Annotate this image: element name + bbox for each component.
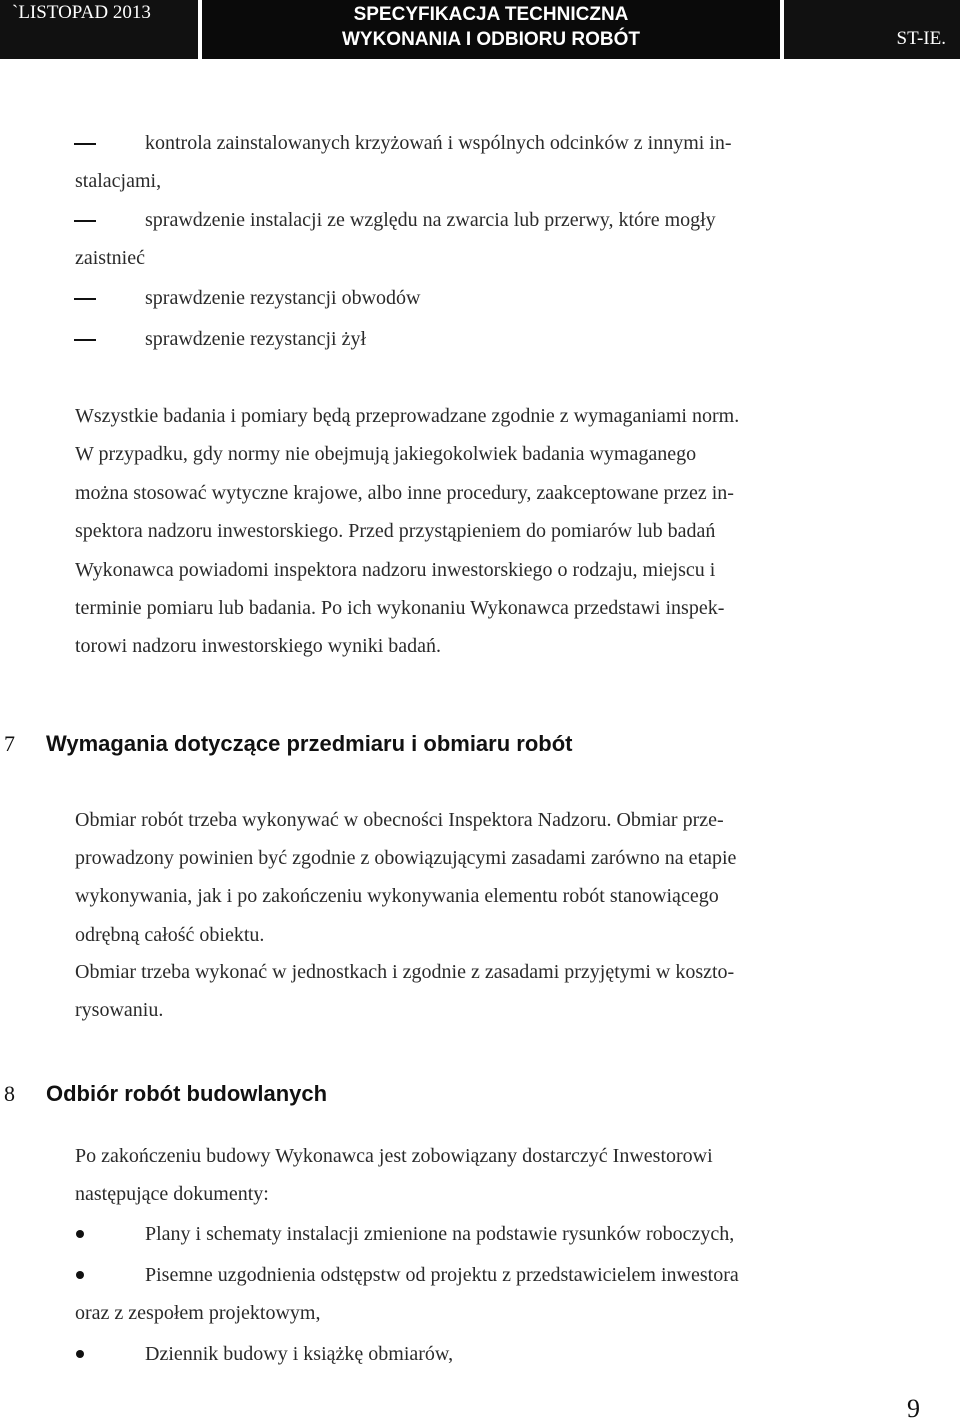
check-item-2-line1: sprawdzenie instalacji ze względu na zwarcia lub przerwy, które mogły xyxy=(145,209,716,231)
para1-line6: terminie pomiaru lub badania. Po ich wykonaniu Wykonawca przedstawi inspek- xyxy=(75,597,725,619)
header-date: `LISTOPAD 2013 xyxy=(12,2,151,23)
para3-line1: Po zakończeniu budowy Wykonawca jest zobowiązany dostarczyć Inwestorowi xyxy=(75,1145,713,1167)
document-item-2-line1: Pisemne uzgodnienia odstępstw od projektu z przedstawicielem inwestora xyxy=(145,1264,739,1286)
header-title-line1: SPECYFIKACJA TECHNICZNA xyxy=(353,4,629,25)
header-title-cell xyxy=(202,0,780,59)
para2-line4: odrębną całość obiektu. xyxy=(75,924,265,946)
para2-line3: wykonywania, jak i po zakończeniu wykonywania elementu robót stanowiącego xyxy=(75,885,719,907)
header-code: ST-IE. xyxy=(896,28,946,49)
section-8-title: Odbiór robót budowlanych xyxy=(46,1081,328,1106)
check-item-3: sprawdzenie rezystancji obwodów xyxy=(145,287,421,309)
para1-line7: torowi nadzoru inwestorskiego wyniki badań. xyxy=(75,635,442,657)
page-number: 9 xyxy=(907,1394,920,1423)
section-8-number: 8 xyxy=(4,1081,15,1106)
section-7-number: 7 xyxy=(4,731,15,756)
para1-line1: Wszystkie badania i pomiary będą przeprowadzane zgodnie z wymaganiami norm. xyxy=(75,405,740,427)
document-item-1: Plany i schematy instalacji zmienione na podstawie rysunków roboczych, xyxy=(145,1223,735,1245)
bullet-marker xyxy=(76,1350,84,1358)
dash-marker xyxy=(74,143,96,145)
dash-marker xyxy=(74,298,96,300)
document-item-2-line2: oraz z zespołem projektowym, xyxy=(75,1302,321,1324)
check-item-1-line2: stalacjami, xyxy=(75,170,162,192)
para2-line1: Obmiar robót trzeba wykonywać w obecności Inspektora Nadzoru. Obmiar prze- xyxy=(75,809,724,831)
header-title-line2: WYKONANIA I ODBIORU ROBÓT xyxy=(341,29,640,50)
header-date-cell xyxy=(0,0,198,59)
page-header xyxy=(0,0,960,59)
para1-line4: spektora nadzoru inwestorskiego. Przed przystąpieniem do pomiarów lub badań xyxy=(75,520,716,542)
para2-line5: Obmiar trzeba wykonać w jednostkach i zgodnie z zasadami przyjętymi w koszto- xyxy=(75,961,735,983)
dash-marker xyxy=(74,339,96,341)
bullet-marker xyxy=(76,1271,84,1279)
check-item-4: sprawdzenie rezystancji żył xyxy=(145,328,367,350)
para2-line2: prowadzony powinien być zgodnie z obowiązującymi zasadami zarówno na etapie xyxy=(75,847,737,869)
bullet-marker xyxy=(76,1230,84,1238)
check-item-1-line1: kontrola zainstalowanych krzyżowań i wspólnych odcinków z innymi in- xyxy=(145,132,732,154)
check-item-2-line2: zaistnieć xyxy=(75,247,145,269)
para1-line2: W przypadku, gdy normy nie obejmują jakiegokolwiek badania wymaganego xyxy=(75,443,697,465)
dash-marker xyxy=(74,220,96,222)
para1-line5: Wykonawca powiadomi inspektora nadzoru inwestorskiego o rodzaju, miejscu i xyxy=(75,559,716,581)
para1-line3: można stosować wytyczne krajowe, albo inne procedury, zaakceptowane przez in- xyxy=(75,482,734,504)
para2-line6: rysowaniu. xyxy=(75,999,164,1021)
header-code-cell xyxy=(784,0,960,59)
document-item-3: Dziennik budowy i książkę obmiarów, xyxy=(145,1343,454,1365)
para3-line2: następujące dokumenty: xyxy=(75,1183,269,1205)
section-7-title: Wymagania dotyczące przedmiaru i obmiaru robót xyxy=(46,731,573,756)
